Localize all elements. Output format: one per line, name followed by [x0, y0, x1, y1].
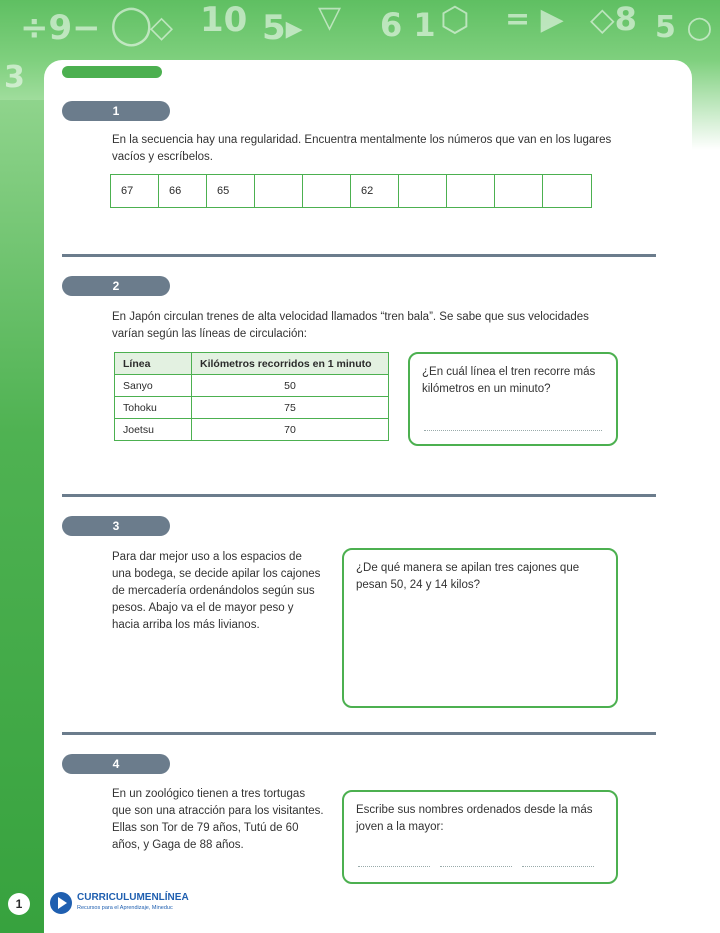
section-3-paragraph: Para dar mejor uso a los espacios de una bodega, se decide apilar los cajones de mercadería ordenándolos según sus pesos. Abajo va el de mayor peso y hacia arriba los más livianos. [112, 551, 321, 631]
section-2-instruction: En Japón circulan trenes de alta velocidad llamados “tren bala”. Se sabe que sus velocidades varían según las líneas de circulación: [112, 311, 589, 340]
math-symbol-decoration: = ▶ [505, 2, 564, 37]
number-decoration: 5 ○ [655, 10, 713, 45]
section-number-badge: 3 [62, 516, 170, 536]
table-cell-line: Sanyo [115, 375, 192, 397]
section-1-instruction: En la secuencia hay una regularidad. Encuentra mentalmente los números que van en los lugares vacíos y escríbelos. [112, 134, 612, 163]
question-2-text: ¿En cuál línea el tren recorre más kilómetros en un minuto? [422, 366, 596, 395]
sequence-blank-cell[interactable] [303, 175, 351, 207]
section-divider [62, 494, 656, 497]
sequence-cell: 65 [207, 175, 255, 207]
table-header-line: Línea [115, 353, 192, 375]
number-decoration: 6 1 [380, 6, 436, 44]
table-row [115, 375, 389, 397]
question-3-text: ¿De qué manera se apilan tres cajones que pesan 50, 24 y 14 kilos? [356, 562, 580, 591]
square-shape-decoration: ◇8 [590, 0, 637, 38]
answer-line [522, 866, 594, 868]
hexagon-shape-decoration: ⬡ [440, 0, 470, 40]
table-cell-km: 75 [192, 397, 389, 419]
answer-line [440, 866, 512, 868]
section-divider [62, 254, 656, 257]
sequence-blank-cell[interactable] [447, 175, 495, 207]
table-cell-km: 50 [192, 375, 389, 397]
number-decoration: 5▸ [262, 8, 303, 48]
table-header-row [115, 353, 389, 375]
page-number: 1 [8, 893, 30, 915]
table-cell-km: 70 [192, 419, 389, 441]
sequence-cell: 67 [111, 175, 159, 207]
answer-box-2[interactable] [408, 352, 618, 446]
section-number-badge: 1 [62, 101, 170, 121]
table-cell-line: Tohoku [115, 397, 192, 419]
trains-table [114, 352, 389, 441]
answer-line [358, 866, 430, 868]
answer-box-4[interactable] [342, 790, 618, 884]
left-green-band [0, 100, 44, 933]
square-shape-decoration: ◇ [150, 10, 174, 45]
circle-shape-decoration: ◯ [110, 2, 153, 46]
answer-box-3[interactable] [342, 548, 618, 708]
sequence-blank-cell[interactable] [495, 175, 543, 207]
table-row [115, 419, 389, 441]
table-row [115, 397, 389, 419]
sequence-blank-cell[interactable] [255, 175, 303, 207]
logo-subtitle: Recursos para el Aprendizaje, Mineduc [77, 905, 173, 911]
play-arrow-icon [50, 892, 72, 914]
logo-title: CURRICULUMENLÍNEA [77, 892, 189, 903]
curriculum-logo [50, 892, 189, 914]
sequence-cell: 62 [351, 175, 399, 207]
section-number-badge: 2 [62, 276, 170, 296]
header-tab-decoration [62, 66, 162, 78]
math-symbol-decoration: ÷9− [20, 8, 101, 48]
sequence-cell: 66 [159, 175, 207, 207]
answer-line [424, 430, 602, 432]
number-decoration: 10 [200, 0, 248, 40]
section-divider [62, 732, 656, 735]
section-4-paragraph: En un zoológico tienen a tres tortugas que son una atracción para los visitantes. Ellas son Tor de 79 años, Tutú de 60 años, y Gaga de 88 años. [112, 788, 324, 851]
sequence-blank-cell[interactable] [543, 175, 591, 207]
table-header-km: Kilómetros recorridos en 1 minuto [192, 353, 389, 375]
sequence-blank-cell[interactable] [399, 175, 447, 207]
number-sequence [110, 174, 592, 208]
number-decoration: 3 [4, 60, 25, 95]
section-number-badge: 4 [62, 754, 170, 774]
question-4-text: Escribe sus nombres ordenados desde la más joven a la mayor: [356, 804, 593, 833]
triangle-shape-decoration: ▽ [318, 0, 342, 35]
table-cell-line: Joetsu [115, 419, 192, 441]
